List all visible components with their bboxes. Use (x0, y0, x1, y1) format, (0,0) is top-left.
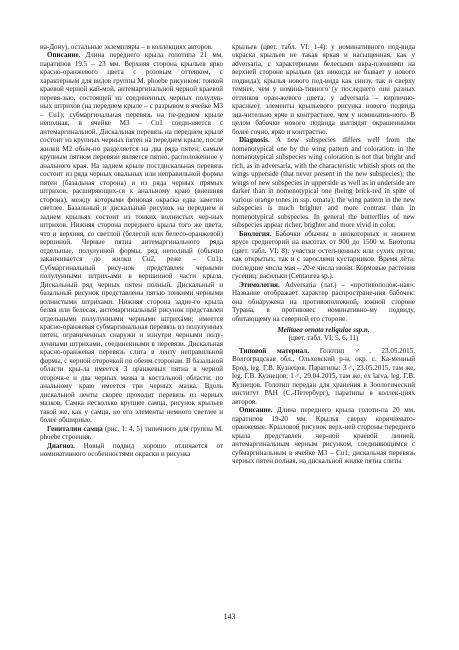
paragraph: Diagnosis. A new subspecies differs well from the nomenotypical one by the wing pattern and coloration: in the nomenotypical subspecies wing coloration is not that bright and rich, as in adversaria, with the characteristic whitish spots on the wings upperside (that never present in the new subspecies); the wings of new subspecies in upperside as well as in underside are darker than in nomenotypical one (being brick-red in spite of various orange tones in ssp. ornata); the wing pattern in the new subspecies is much brighter and more contrast than in nomenotypical subspecies. In general the butterflies of new subspecies appear richer, brighter and more vivid in color. (232, 136, 415, 230)
paragraph: на-Дону), остальные экземпляры – в коллекциях авторов. (40, 43, 213, 51)
paragraph: Этимология. Adversaria (лат.) – «противополож-ная». Название отображает характер распростране-ния бабочек: она обнаружена на противоположной, южной стороне Турана, в противовес номинативно-му подвиду, обитающему на северной его стороне. (232, 280, 415, 323)
paragraph: Биология. Бабочки обычны в низкогорных и нижнем ярусе среднегорий на высотах от 900 до 1500 м. Биотопы (цвет. табл. VI: 8): участки остеп-ненных или сухих лугов, как открытых, так и с зарослями кустарников. Время лёта: последние числа мая – 20-е числа июня. Кормовые растения гусениц: васильки (Centaurea sp.). (232, 229, 415, 281)
page-number: 143 (223, 612, 236, 621)
left-column (40, 43, 223, 459)
paragraph: крыльев (цвет. табл. VI: 1-4): у номинативного под-вида окраска крыльев не такая яркая и насыщенная, как у adversaria, с характерными белесыми вкра-плениями на верхней стороне крыльев (их никогда не бывает у нового подвида); крылья нового под-вида как снизу, так и сверху темнее, чем у номина-тивного (у последнего они разных оттенков оран-жевого цвета, у adversaria – кирпично-красные); элементы крыльевого рисунка нового подвида зна-чительно ярче и контрастнее, чем у номинатив-ного. В целом бабочки нового подвида выглядят окрашенными более сочно, ярко и контрастно. (232, 43, 415, 136)
paragraph: Гениталии самца (рис. 1: 4, 5) типичного для группы M. phoebe строения. (40, 424, 223, 442)
paragraph: Описание. Длина переднего крыла голоти-па 20 мм, паратипов 19-20 мм. Крылья сверху коричневато-оранжевые. Крыловой рисунок верх-ней стороны переднего крыла представлен чер-ной краевой линией, антемаргинальным черным рисунком, соединяющимся с субмаргинальным в ячейке M3 – Cu1; дискальная перевязь черных пятен полная, на дискальной жилке пятна слиты (232, 406, 415, 466)
paragraph: Диагноз. Новый подвид хорошо отличается от номинативного особенностями окраски и рисунка (40, 441, 223, 459)
paragraph: Описание. Длина переднего крыла голотипа 21 мм, паратипов 19.5 – 23 мм. Верхняя сторона крыльев ярко красно-оранжевого цвета с розовым оттенком, с характерным для видов группы M. phoebe рисунком: тонкой краевой черной кай-мой, антемаргинальной черной краевой перевя-зью, состоящей из соединенных черных полулун-ных штрихов (на переднем крыле – с разрывом в ячейке M3 – Cu1); субмаргинальная перевязь на пе-реднем крыле неполная, в ячейке M3 – Cu1 соеди-няется с антемаргинальной. Дискальная перевязь на переднем крыле состоит из крупных черных пятен на переднем крыле, после жилки M2 обыч-но разделяется на два ряда пятен; самым крупным пятном перевязи является пятно, расположенное у анального края. На заднем крыле постдискальная перевязь состоит из ряда черных овальных или неправильной формы пятен (базальная сторона) и из ряда черных прямых штрихов, расширяющих-ся к анальному краю (внешняя сторона), между которыми фоновая окраска едва заметно светлее. Базальный и дискальный рисунок на переднем и заднем крыльях состоит из тонких волнистых чер-ных штрихов. Нижняя сторона переднего крыла того же цвета, что и верхняя, со светлой (белесой или белесо-оранжевой) вершиной. Черные пятна антемаргинального ряда отдельные, полулунной формы, ряд неполный (обычно заканчивается до жилки Cu2, реже – Cu1). Субмаргинальный рису-нок представлен черными полулунными штрих-ами в вершинной части крыла. Дискальный ряд черных пятен полный. Дискальный и базальный рисунок представлены пятью тонкими черными волнистыми штрихами. Нижняя сторона задне-го крыла белая или белесая, антемаргинальный рисунок представлен отдельными полулунными черными штрихами; имеется красно-оранжевая субмаргинальная перевязь из полулунных пятен, ограниченных снаружи и изнутри черными полу-лунными штрихами, соединенными в перевязи. Дискальная красно-оранжевая перевязь слита в ленту неправильной формы, с черной оторочкой по обеим сторонам. В базальной области кры-ла имеется 3 оранжевых пятна в черной оторочк-е и два черных мазка в костальной области; по анальному краю имеется три черных мазка. Вдоль дискальной ленты скорее проходит перевязь из черных мазков. Самка несколько крупнее самца, рисунок крыльев такой же, как у самца, но его элементы немного светлее и более обширные. (40, 51, 223, 425)
right-column (232, 43, 415, 466)
subspecies-title: Melitaea ornata reliquiae ssp.n. (277, 325, 370, 334)
paragraph: Типовой материал. Голотип ♂, 23.05.2015, Волгоградская обл., Ольховский р-н, окр. с. Ка-менный Брод, leg. Г.В. Кузнецов. Паратипы: 3♂, 23.05.2015, там же, leg. Г.В. Кузнецов; 1♂, 29.04.2015, там же, ex larva, leg. Г.В. Кузнецов. Голотип передан для хранения в Зоологический институт РАН (С.-Петербург), паратипы в коллек-циях авторов. (232, 346, 415, 406)
subspecies-tables: (цвет. табл. VI: 5, 6, 11) (288, 334, 359, 343)
